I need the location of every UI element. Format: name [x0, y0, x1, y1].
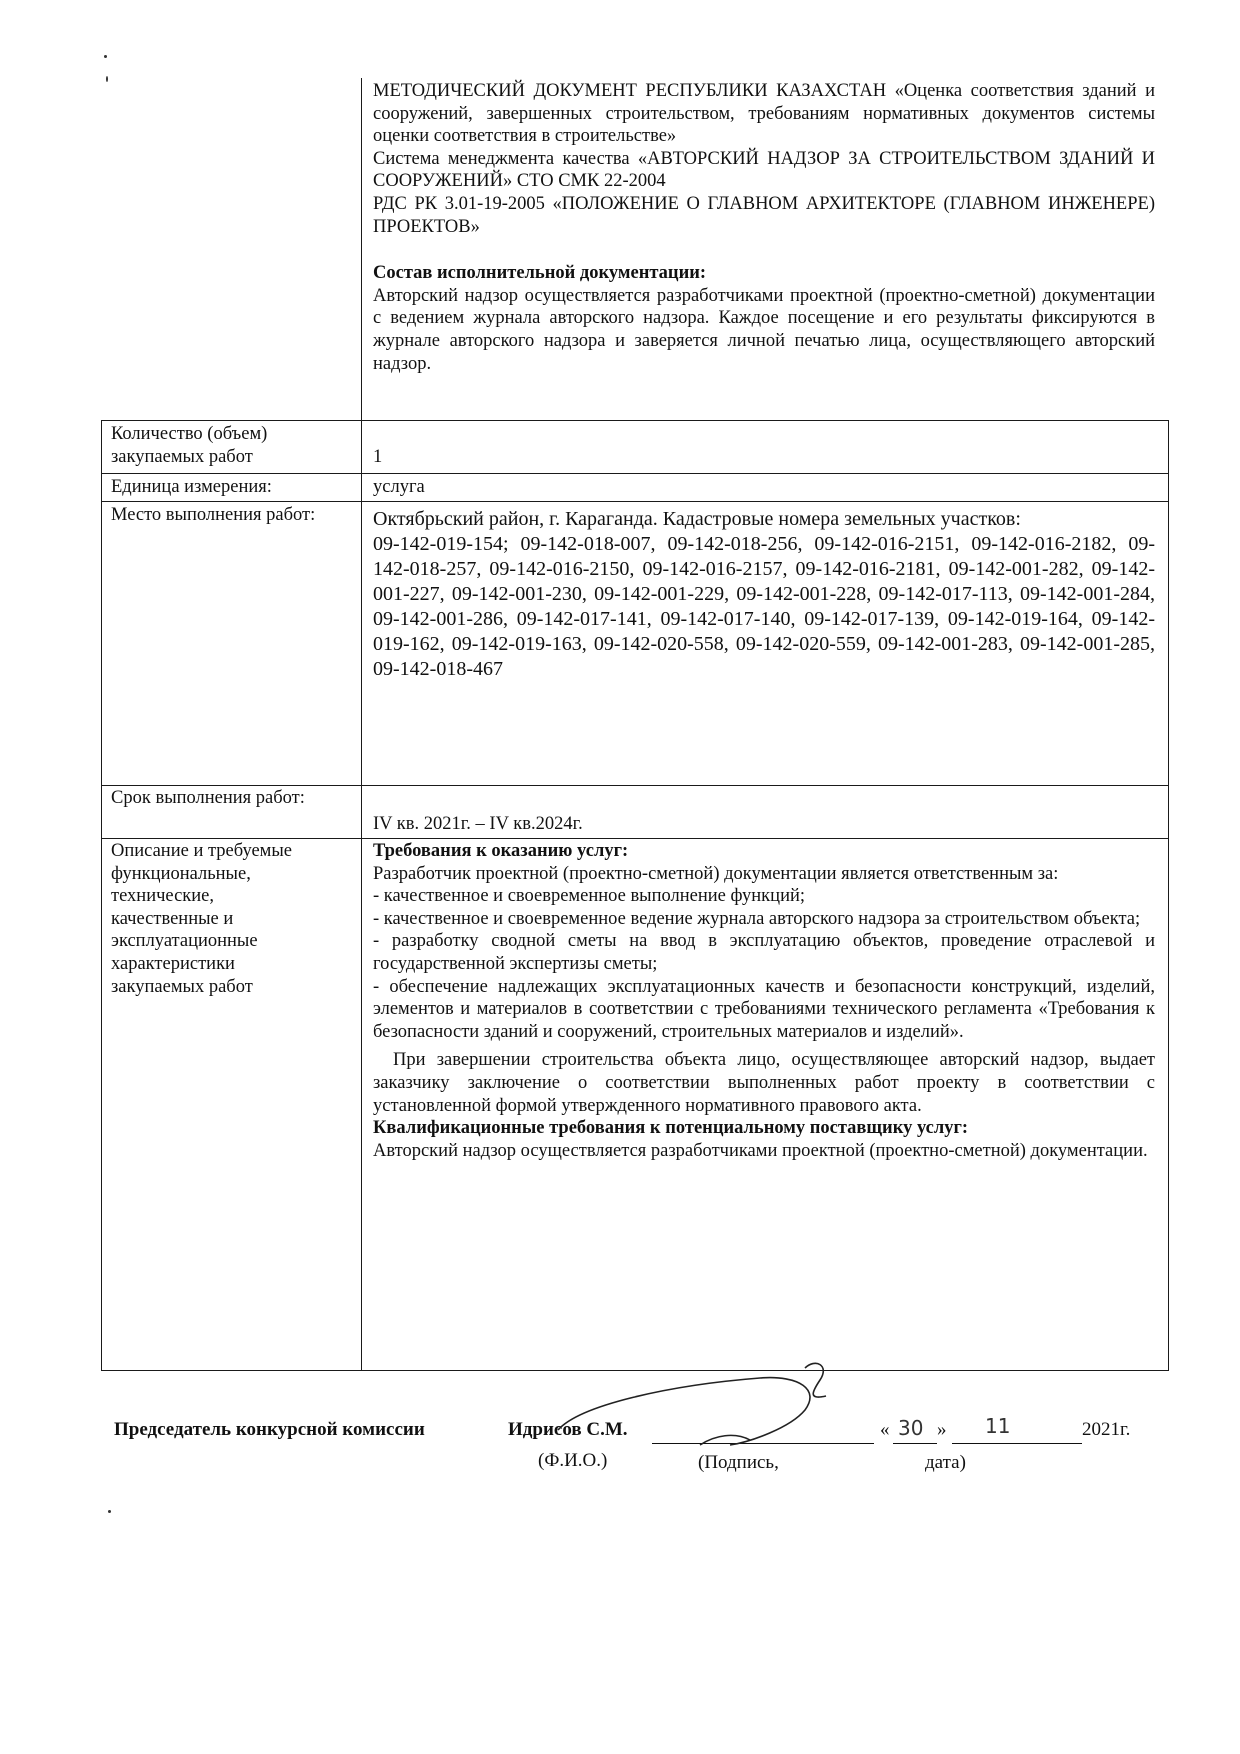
term-value: IV кв. 2021г. – IV кв.2024г.: [373, 814, 583, 834]
date-open-quote: «: [880, 1419, 890, 1440]
norm-doc-rds: РДС РК 3.01-19-2005 «ПОЛОЖЕНИЕ О ГЛАВНОМ АРХИТЕКТОРЕ (ГЛАВНОМ ИНЖЕНЕРЕ) ПРОЕКТОВ»: [373, 193, 1155, 237]
date-month: 11: [985, 1414, 1011, 1438]
month-line: [952, 1443, 1082, 1444]
norm-doc-qms: Система менеджмента качества «АВТОРСКИЙ НАДЗОР ЗА СТРОИТЕЛЬСТВОМ ЗДАНИЙ И СООРУЖЕНИЙ» СТО СМК 22-2004: [373, 148, 1155, 192]
quantity-value: 1: [373, 447, 383, 467]
date-day: 30: [898, 1416, 924, 1440]
place-label: Место выполнения работ:: [111, 505, 316, 525]
completion-text: При завершении строительства объекта лицо, осуществляющее авторский надзор, выдает заказчику заключение о соответствии выполненных работ проекту в соответствии с установленной формой утвержденного нормативного правового акта.: [373, 1050, 1155, 1116]
chairman-title: Председатель конкурсной комиссии: [114, 1419, 425, 1440]
scan-speck: [108, 1510, 111, 1513]
date-caption: дата): [925, 1452, 966, 1473]
handwritten-signature: [550, 1350, 870, 1460]
date-year: 2021г.: [1082, 1419, 1131, 1440]
date-close-quote: »: [937, 1419, 947, 1440]
requirements-intro: Разработчик проектной (проектно-сметной) документации является ответственным за:: [373, 863, 1059, 884]
requirement-item: - обеспечение надлежащих эксплуатационных качеств и безопасности конструкций, изделий, элементов и материалов в соответствии с требованиями технического регламента «Требования к безопасности зданий и сооружений, строительных материалов и изделий».: [373, 976, 1155, 1042]
requirement-item: - качественное и своевременное ведение журнала авторского надзора за строительством объекта;: [373, 908, 1141, 929]
norm-docs-cell: [373, 80, 1155, 375]
chairman-name: Идрисов С.М.: [508, 1419, 628, 1440]
docs-text: Авторский надзор осуществляется разработчиками проектной (проектно-сметной) документации с ведением журнала авторского надзора. Каждое посещение и его результаты фиксируются в журнале авторского надзора и заверяется личной печатью лица, осуществляющего авторский надзор.: [373, 285, 1155, 374]
day-line: [893, 1443, 937, 1444]
scan-speck: [104, 55, 107, 58]
docs-heading: Состав исполнительной документации:: [373, 263, 707, 284]
unit-label: Единица измерения:: [111, 477, 272, 497]
cadastral-numbers: 09-142-019-154; 09-142-018-007, 09-142-018-256, 09-142-016-2151, 09-142-016-2182, 09-142-018-257, 09-142-016-2150, 09-142-016-2157, 09-142-016-2181, 09-142-001-282, 09-142-001-227, 09-142-001-230, 09-142-001-229, 09-142-001-228, 09-142-017-113, 09-142-001-284, 09-142-001-286, 09-142-017-141, 09-142-017-140, 09-142-017-139, 09-142-019-164, 09-142-019-162, 09-142-019-163, 09-142-020-558, 09-142-020-559, 09-142-001-283, 09-142-001-285, 09-142-018-467: [373, 533, 1155, 680]
qualification-heading: Квалификационные требования к потенциальному поставщику услуг:: [373, 1118, 969, 1139]
description-cell: [373, 840, 1155, 1162]
requirement-item: - разработку сводной сметы на ввод в эксплуатацию объектов, проведение отраслевой и государственной экспертизы сметы;: [373, 931, 1155, 974]
norm-doc-methodical: МЕТОДИЧЕСКИЙ ДОКУМЕНТ РЕСПУБЛИКИ КАЗАХСТАН «Оценка соответствия зданий и сооружений, завершенных строительством, требованиям нормативных документов системы оценки соответствия в строительстве»: [373, 81, 1155, 147]
scan-speck: [106, 76, 108, 82]
place-intro: Октябрьский район, г. Караганда. Кадастровые номера земельных участков:: [373, 508, 1021, 530]
unit-value: услуга: [373, 477, 425, 497]
qualification-text: Авторский надзор осуществляется разработчиками проектной (проектно-сметной) документации.: [373, 1140, 1148, 1161]
place-cell: [373, 507, 1155, 682]
term-label: Срок выполнения работ:: [111, 788, 305, 808]
fio-caption: (Ф.И.О.): [538, 1450, 608, 1471]
quantity-label: Количество (объем) закупаемых работ: [111, 424, 268, 467]
description-label: Описание и требуемые функциональные, технические, качественные и эксплуатационные характеристики закупаемых работ: [111, 841, 293, 997]
signature-caption: (Подпись,: [698, 1452, 779, 1473]
requirements-heading: Требования к оказанию услуг:: [373, 841, 629, 861]
requirement-item: - качественное и своевременное выполнение функций;: [373, 886, 806, 907]
